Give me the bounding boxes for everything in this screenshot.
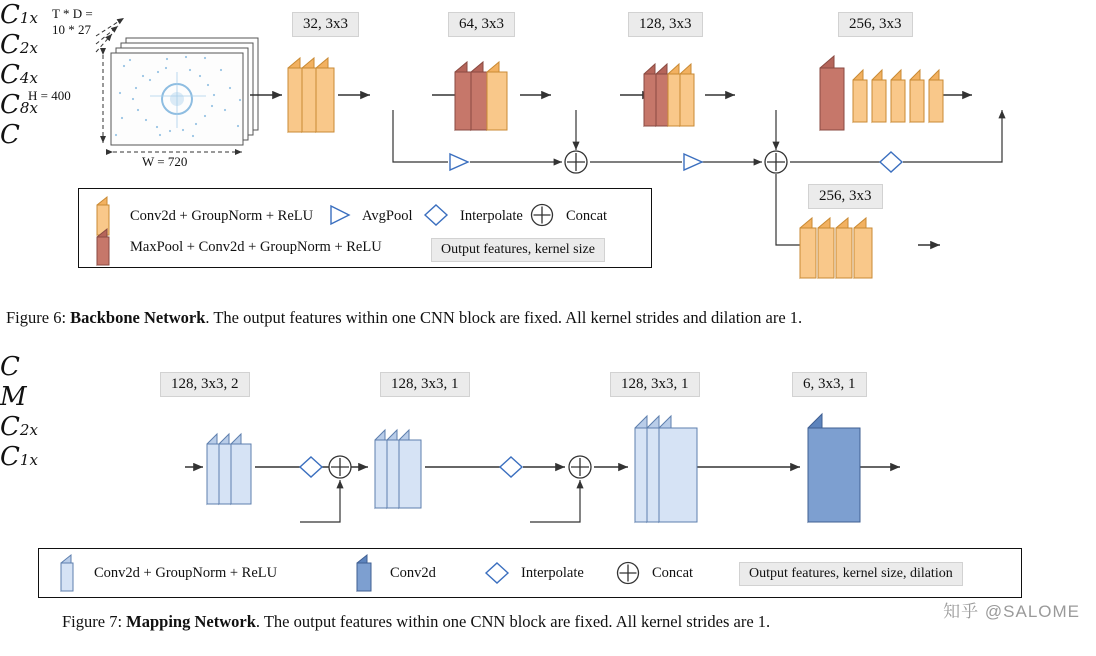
- stage-label-c-out: C: [0, 120, 20, 150]
- block-label-3: 128, 3x3: [628, 12, 703, 37]
- input-td-label: T * D =: [52, 6, 93, 21]
- figure-6-caption-title: Backbone Network: [70, 308, 206, 327]
- figure-6-caption: [6, 308, 802, 328]
- map-legend-label-conv-gn-relu: Conv2d + GroupNorm + ReLU: [94, 565, 278, 581]
- map-legend-item-conv2d: [381, 565, 436, 582]
- map-legend-tag-output-features: Output features, kernel size, dilation: [739, 562, 963, 586]
- block-label-5: 256, 3x3: [808, 184, 883, 209]
- map-legend-label-conv2d: Conv2d: [390, 565, 436, 581]
- map-conv-block-4: [808, 414, 860, 522]
- input-td-value: 10 * 27: [52, 22, 91, 37]
- blue-block-icon: [357, 555, 371, 591]
- figure-6-legend: [78, 188, 652, 268]
- input-width-label: W = 720: [142, 154, 188, 169]
- map-output-label: M: [0, 382, 27, 412]
- map-conv-block-3: [635, 416, 697, 522]
- figure-6-caption-rest: . The output features within one CNN block are fixed. All kernel strides and dilation are 1.: [205, 308, 803, 327]
- input-image-stack: [96, 18, 258, 152]
- stage-label-c2x: C2x: [0, 30, 38, 60]
- concat-circle-plus-icon: [532, 205, 553, 226]
- block-label-1: 32, 3x3: [292, 12, 359, 37]
- legend-item-avgpool: [353, 208, 413, 225]
- legend-item-concat: [557, 208, 607, 225]
- interpolate-diamond-icon: [880, 152, 902, 172]
- map-skip-label-c1x: C1x: [0, 442, 38, 472]
- figure-6: [0, 0, 1096, 327]
- figure-6-caption-prefix: Figure 6:: [6, 308, 71, 327]
- map-legend-item-concat: [643, 565, 693, 582]
- map-block-label-1: 128, 3x3, 2: [160, 372, 250, 397]
- conv-block-stage-3: [644, 64, 694, 126]
- figure-7-caption-rest: . The output features within one CNN block are fixed. All kernel strides are 1.: [255, 612, 771, 631]
- legend-tag-output-features: Output features, kernel size: [431, 238, 605, 262]
- stage-label-c8x: C8x: [0, 90, 38, 120]
- avgpool-triangle-icon: [331, 206, 349, 224]
- block-label-4: 256, 3x3: [838, 12, 913, 37]
- map-conv-block-1: [207, 434, 251, 504]
- figure-7-graphics: [0, 352, 1096, 656]
- conv-block-output: [800, 218, 872, 278]
- map-block-label-3: 128, 3x3, 1: [610, 372, 700, 397]
- watermark: 知乎 @SALOME: [943, 602, 1080, 621]
- block-label-2: 64, 3x3: [448, 12, 515, 37]
- map-legend-label-concat: Concat: [652, 565, 694, 581]
- figure-7-caption-title: Mapping Network: [126, 612, 256, 631]
- legend-label-maxpool: MaxPool + Conv2d + GroupNorm + ReLU: [130, 239, 382, 255]
- map-conv-block-2: [375, 430, 421, 508]
- conv-block-stage-2: [455, 62, 507, 130]
- conv-block-stage-1: [288, 58, 334, 132]
- stage-label-c4x: C4x: [0, 60, 38, 90]
- input-height-label: H = 400: [28, 88, 71, 103]
- figure-7-caption: [62, 612, 770, 632]
- legend-label-conv: Conv2d + GroupNorm + ReLU: [130, 208, 314, 224]
- interpolate-diamond-icon: [425, 205, 447, 225]
- map-legend-label-interpolate: Interpolate: [521, 565, 584, 581]
- conv-block-stage-4: [820, 56, 943, 130]
- map-block-label-4: 6, 3x3, 1: [792, 372, 867, 397]
- concat-circle-plus-icon: [618, 563, 639, 584]
- legend-item-conv: [121, 208, 313, 225]
- map-input-label: C: [0, 352, 20, 382]
- legend-item-maxpool: [121, 239, 382, 256]
- map-skip-label-c2x: C2x: [0, 412, 38, 442]
- legend-label-concat: Concat: [566, 208, 608, 224]
- figure-7-caption-prefix: Figure 7:: [62, 612, 127, 631]
- figure-7-legend: [38, 548, 1022, 598]
- stage-label-c1x: C1x: [0, 0, 38, 30]
- legend-item-interpolate: [451, 208, 523, 225]
- figure-7: [0, 352, 1096, 656]
- map-legend-item-interpolate: [512, 565, 584, 582]
- legend-label-avgpool: AvgPool: [362, 208, 413, 224]
- map-legend-item-conv-gn-relu: [85, 565, 277, 582]
- legend-label-interpolate: Interpolate: [460, 208, 523, 224]
- light-blue-block-icon: [61, 555, 73, 591]
- interpolate-diamond-icon: [486, 563, 508, 583]
- map-block-label-2: 128, 3x3, 1: [380, 372, 470, 397]
